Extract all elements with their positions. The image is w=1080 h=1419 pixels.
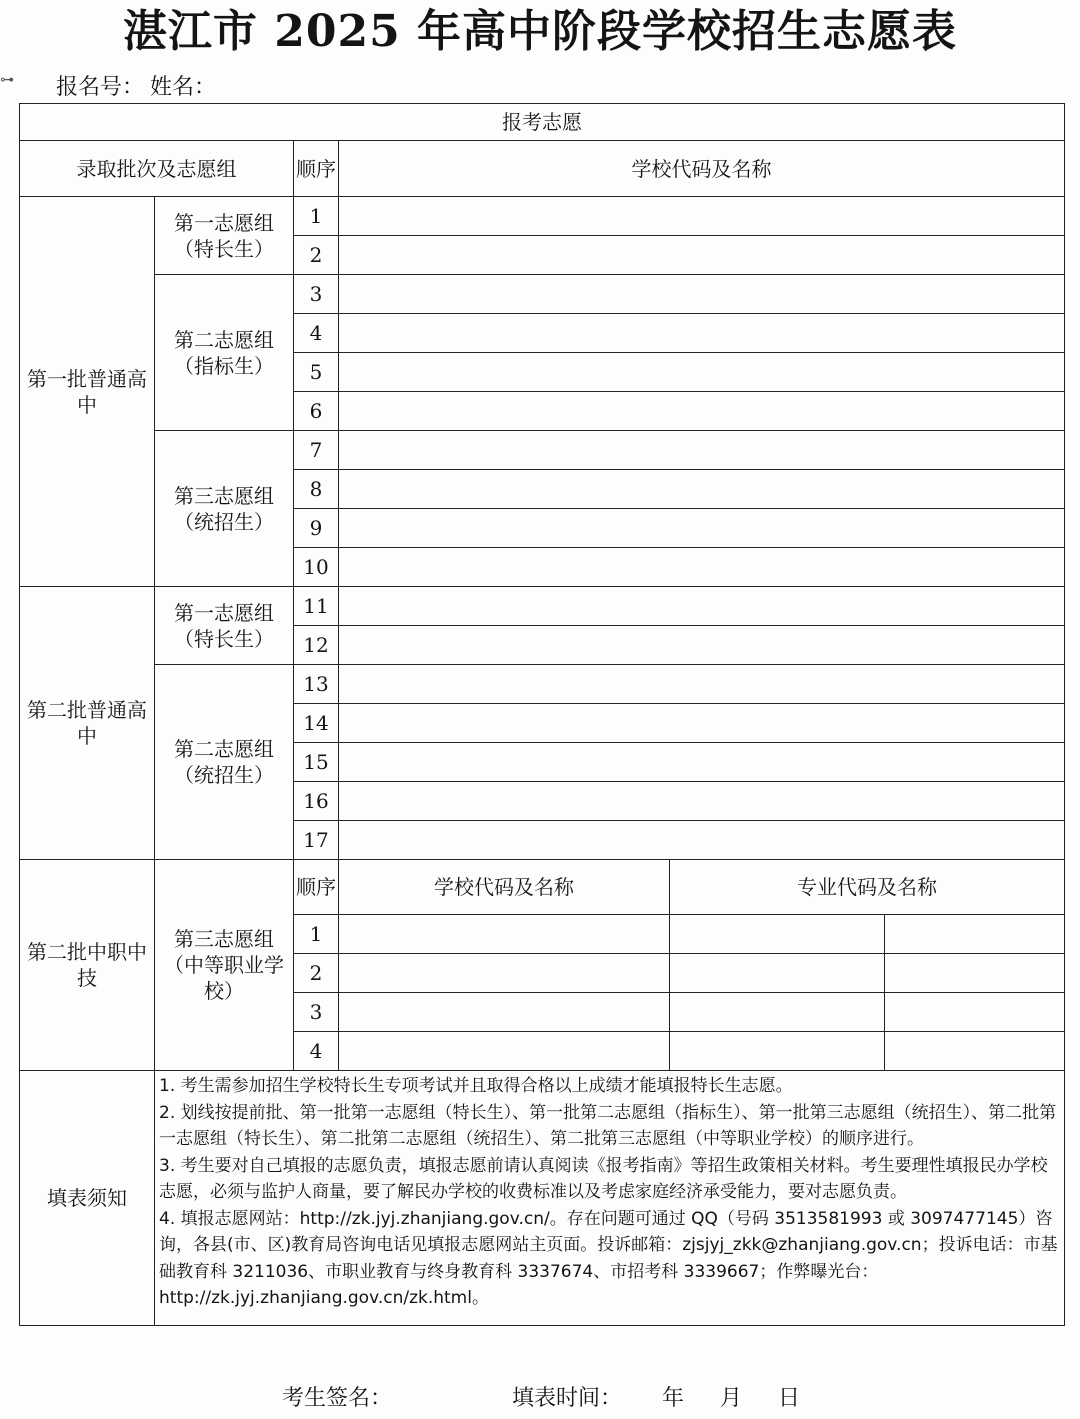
major-entry-field[interactable]	[670, 1032, 885, 1071]
vocational-header-row	[20, 860, 1065, 915]
note-item: 3. 考生要对自己填报的志愿负责，填报志愿前请认真阅读《报考指南》等招生政策相关材料。考生要理性填报民办学校志愿，必须与监护人商量，要了解民办学校的收费标准以及考虑家庭经济承受能力，要对志愿负责。	[159, 1155, 1048, 1202]
table-row	[20, 665, 1065, 704]
school-entry-field[interactable]	[339, 470, 1065, 509]
registration-line	[56, 74, 222, 102]
major-entry-field[interactable]	[885, 954, 1065, 993]
sequence-cell: 7	[294, 431, 339, 470]
notes-body	[155, 1071, 1065, 1326]
school-header: 学校代码及名称	[339, 141, 1065, 197]
major-header: 专业代码及名称	[670, 860, 1065, 915]
batch1-group2-label: 第二志愿组（指标生）	[155, 275, 294, 431]
table-row	[20, 431, 1065, 470]
month-label: 月	[720, 1386, 743, 1411]
sequence-cell: 3	[294, 993, 339, 1032]
major-entry-field[interactable]	[670, 915, 885, 954]
batch1-label: 第一批普通高中	[20, 197, 155, 587]
table-row	[20, 587, 1065, 626]
sequence-cell: 3	[294, 275, 339, 314]
binding-mark-icon: ⊶	[0, 72, 14, 88]
school-entry-field[interactable]	[339, 431, 1065, 470]
sequence-cell: 1	[294, 915, 339, 954]
sequence-cell: 9	[294, 509, 339, 548]
sequence-cell: 2	[294, 954, 339, 993]
school-entry-field[interactable]	[339, 821, 1065, 860]
batch2-group2-label: 第二志愿组（统招生）	[155, 665, 294, 860]
school-entry-field[interactable]	[339, 236, 1065, 275]
sequence-cell: 6	[294, 392, 339, 431]
name-label: 姓名：	[150, 75, 217, 100]
school-entry-field[interactable]	[339, 314, 1065, 353]
sequence-cell: 13	[294, 665, 339, 704]
school-entry-field[interactable]	[339, 587, 1065, 626]
major-entry-field[interactable]	[670, 993, 885, 1032]
sequence-cell: 12	[294, 626, 339, 665]
application-table	[19, 103, 1065, 1326]
table-row	[20, 275, 1065, 314]
sequence-cell: 4	[294, 1032, 339, 1071]
sequence-cell: 2	[294, 236, 339, 275]
major-entry-field[interactable]	[885, 993, 1065, 1032]
sequence-cell: 15	[294, 743, 339, 782]
school-entry-field[interactable]	[339, 392, 1065, 431]
school-entry-field[interactable]	[339, 548, 1065, 587]
batch-group-header: 录取批次及志愿组	[20, 141, 294, 197]
school-entry-field[interactable]	[339, 353, 1065, 392]
major-entry-field[interactable]	[885, 1032, 1065, 1071]
form-title: 湛江市 2025 年高中阶段学校招生志愿表	[122, 6, 958, 57]
major-entry-field[interactable]	[885, 915, 1065, 954]
school-entry-field[interactable]	[339, 509, 1065, 548]
school-header: 学校代码及名称	[339, 860, 670, 915]
sequence-cell: 5	[294, 353, 339, 392]
year-label: 年	[662, 1386, 685, 1411]
sequence-cell: 8	[294, 470, 339, 509]
school-entry-field[interactable]	[339, 197, 1065, 236]
sequence-cell: 16	[294, 782, 339, 821]
school-entry-field[interactable]	[339, 1032, 670, 1071]
sequence-header: 顺序	[294, 860, 339, 915]
note-item: 4. 填报志愿网站：http://zk.jyj.zhanjiang.gov.cn/。存在问题可通过 QQ（号码 3513581993 或 3097477145）咨询，各县(市、区)教育局咨询电话见填报志愿网站主页面。投诉邮箱：zjsjyj_zkk@zhanjiang.gov.cn；投诉电话：市基础教育科 3211036、市职业教育与终身教育科 3337674、市招考科 3339667；作弊曝光台：http://zk.jyj.zhanjiang.gov.cn/zk.html。	[159, 1208, 1058, 1308]
sequence-cell: 17	[294, 821, 339, 860]
sequence-header: 顺序	[294, 141, 339, 197]
batch2-label: 第二批普通高中	[20, 587, 155, 860]
sequence-cell: 4	[294, 314, 339, 353]
batch3-label: 第二批中职中技	[20, 860, 155, 1071]
school-entry-field[interactable]	[339, 993, 670, 1032]
note-item: 1. 考生需参加招生学校特长生专项考试并且取得合格以上成绩才能填报特长生志愿。	[159, 1076, 793, 1096]
batch1-group1-label: 第一志愿组（特长生）	[155, 197, 294, 275]
batch3-group-label: 第三志愿组（中等职业学校）	[155, 860, 294, 1071]
sequence-cell: 10	[294, 548, 339, 587]
day-label: 日	[778, 1386, 801, 1411]
school-entry-field[interactable]	[339, 665, 1065, 704]
school-entry-field[interactable]	[339, 704, 1065, 743]
note-item: 2. 划线按提前批、第一批第一志愿组（特长生）、第一批第二志愿组（指标生）、第一批第三志愿组（统招生）、第二批第一志愿组（特长生）、第二批第二志愿组（统招生）、第二批第三志愿组（中等职业学校）的顺序进行。	[159, 1102, 1057, 1149]
major-entry-field[interactable]	[670, 954, 885, 993]
school-entry-field[interactable]	[339, 782, 1065, 821]
sequence-cell: 11	[294, 587, 339, 626]
notes-label: 填表须知	[20, 1071, 155, 1326]
date-label: 填表时间：	[512, 1386, 623, 1411]
signature-label: 考生签名：	[282, 1386, 393, 1411]
section-header-row	[20, 104, 1065, 141]
section-header: 报考志愿	[20, 104, 1065, 141]
school-entry-field[interactable]	[339, 954, 670, 993]
sequence-cell: 14	[294, 704, 339, 743]
column-header-row	[20, 141, 1065, 197]
table-row	[20, 197, 1065, 236]
notes-row	[20, 1071, 1065, 1326]
school-entry-field[interactable]	[339, 915, 670, 954]
batch1-group3-label: 第三志愿组（统招生）	[155, 431, 294, 587]
registration-number-label: 报名号：	[56, 75, 145, 100]
school-entry-field[interactable]	[339, 275, 1065, 314]
sequence-cell: 1	[294, 197, 339, 236]
school-entry-field[interactable]	[339, 743, 1065, 782]
school-entry-field[interactable]	[339, 626, 1065, 665]
batch2-group1-label: 第一志愿组（特长生）	[155, 587, 294, 665]
